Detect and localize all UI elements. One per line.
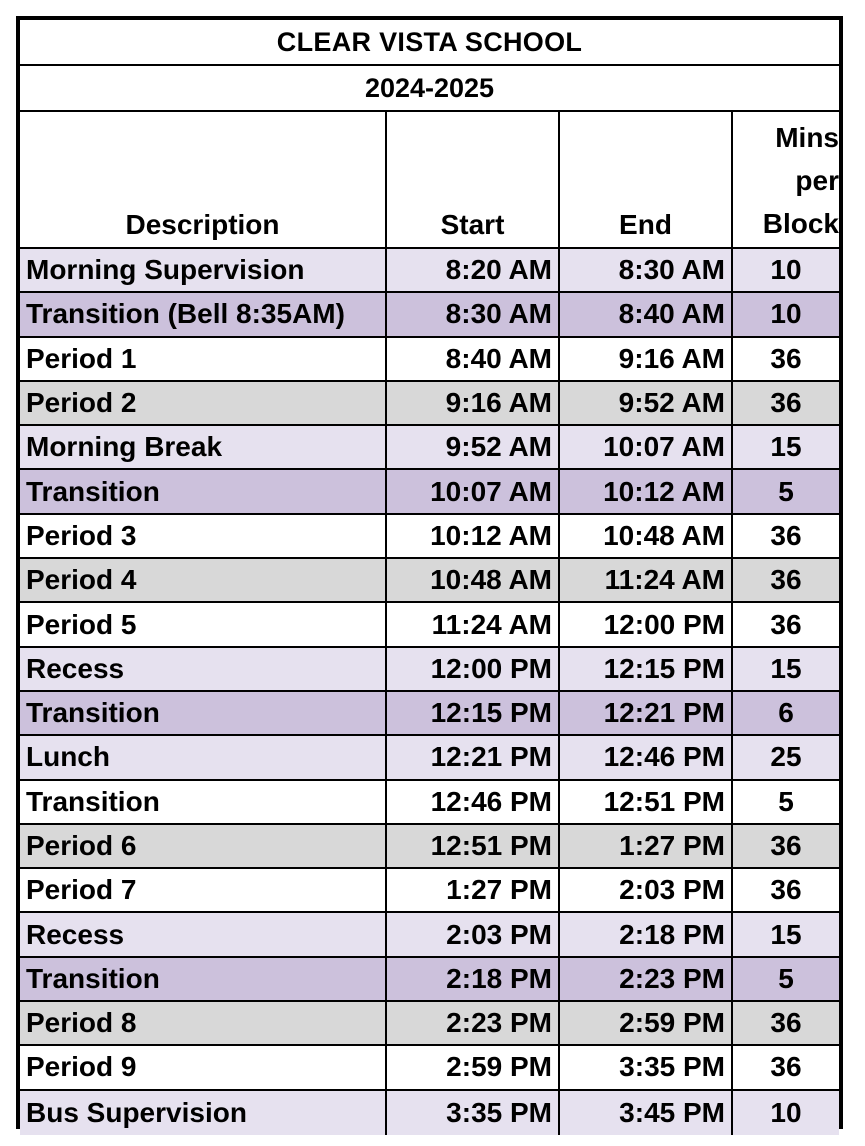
row-end-time: 12:21 PM [560, 692, 733, 736]
row-end-time: 8:40 AM [560, 293, 733, 337]
row-mins: 36 [733, 382, 839, 426]
row-mins: 36 [733, 338, 839, 382]
row-description: Period 7 [20, 869, 387, 913]
row-description: Period 4 [20, 559, 387, 603]
row-mins: 5 [733, 958, 839, 1002]
row-description: Period 2 [20, 382, 387, 426]
row-end-time: 12:51 PM [560, 781, 733, 825]
header-start: Start [387, 112, 560, 249]
row-end-time: 11:24 AM [560, 559, 733, 603]
row-mins: 15 [733, 648, 839, 692]
row-start-time: 12:21 PM [387, 736, 560, 780]
row-mins: 36 [733, 515, 839, 559]
row-end-time: 12:00 PM [560, 603, 733, 647]
row-description: Recess [20, 648, 387, 692]
schedule-grid [20, 112, 839, 1135]
row-start-time: 12:00 PM [387, 648, 560, 692]
row-mins: 10 [733, 1091, 839, 1135]
row-mins: 25 [733, 736, 839, 780]
row-start-time: 2:23 PM [387, 1002, 560, 1046]
row-mins: 36 [733, 1002, 839, 1046]
header-mins-per-block [733, 112, 839, 249]
row-start-time: 8:30 AM [387, 293, 560, 337]
row-end-time: 10:48 AM [560, 515, 733, 559]
row-start-time: 12:46 PM [387, 781, 560, 825]
school-title: CLEAR VISTA SCHOOL [20, 20, 839, 66]
row-description: Recess [20, 913, 387, 957]
row-description: Bus Supervision [20, 1091, 387, 1135]
row-mins: 36 [733, 603, 839, 647]
row-end-time: 12:15 PM [560, 648, 733, 692]
header-mins-line1: Mins [775, 122, 839, 153]
row-description: Transition (Bell 8:35AM) [20, 293, 387, 337]
row-start-time: 9:16 AM [387, 382, 560, 426]
row-end-time: 9:52 AM [560, 382, 733, 426]
header-end: End [560, 112, 733, 249]
row-end-time: 10:07 AM [560, 426, 733, 470]
row-end-time: 2:03 PM [560, 869, 733, 913]
row-end-time: 12:46 PM [560, 736, 733, 780]
row-description: Morning Supervision [20, 249, 387, 293]
row-start-time: 2:03 PM [387, 913, 560, 957]
row-start-time: 10:07 AM [387, 470, 560, 514]
row-start-time: 3:35 PM [387, 1091, 560, 1135]
row-description: Period 6 [20, 825, 387, 869]
row-end-time: 2:18 PM [560, 913, 733, 957]
header-description: Description [20, 112, 387, 249]
row-description: Lunch [20, 736, 387, 780]
row-description: Period 5 [20, 603, 387, 647]
row-end-time: 3:45 PM [560, 1091, 733, 1135]
row-description: Transition [20, 781, 387, 825]
header-mins-line2: per [795, 165, 839, 196]
row-mins: 36 [733, 825, 839, 869]
row-start-time: 10:12 AM [387, 515, 560, 559]
row-mins: 10 [733, 249, 839, 293]
row-mins: 36 [733, 1046, 839, 1090]
school-year: 2024-2025 [20, 66, 839, 112]
row-start-time: 10:48 AM [387, 559, 560, 603]
row-description: Transition [20, 470, 387, 514]
row-end-time: 1:27 PM [560, 825, 733, 869]
row-mins: 6 [733, 692, 839, 736]
row-start-time: 1:27 PM [387, 869, 560, 913]
row-end-time: 2:59 PM [560, 1002, 733, 1046]
row-description: Morning Break [20, 426, 387, 470]
row-mins: 5 [733, 781, 839, 825]
row-start-time: 8:40 AM [387, 338, 560, 382]
row-description: Transition [20, 958, 387, 1002]
row-end-time: 8:30 AM [560, 249, 733, 293]
row-end-time: 10:12 AM [560, 470, 733, 514]
row-mins: 10 [733, 293, 839, 337]
row-start-time: 12:51 PM [387, 825, 560, 869]
row-description: Transition [20, 692, 387, 736]
row-end-time: 9:16 AM [560, 338, 733, 382]
row-mins: 36 [733, 559, 839, 603]
row-description: Period 9 [20, 1046, 387, 1090]
row-description: Period 3 [20, 515, 387, 559]
header-mins-line3: Block [762, 208, 839, 239]
row-start-time: 12:15 PM [387, 692, 560, 736]
row-start-time: 8:20 AM [387, 249, 560, 293]
row-start-time: 9:52 AM [387, 426, 560, 470]
row-start-time: 2:59 PM [387, 1046, 560, 1090]
row-start-time: 11:24 AM [387, 603, 560, 647]
row-description: Period 1 [20, 338, 387, 382]
row-start-time: 2:18 PM [387, 958, 560, 1002]
row-description: Period 8 [20, 1002, 387, 1046]
row-mins: 5 [733, 470, 839, 514]
row-mins: 15 [733, 426, 839, 470]
row-mins: 36 [733, 869, 839, 913]
row-end-time: 2:23 PM [560, 958, 733, 1002]
bell-schedule-table [16, 16, 843, 1129]
row-mins: 15 [733, 913, 839, 957]
row-end-time: 3:35 PM [560, 1046, 733, 1090]
